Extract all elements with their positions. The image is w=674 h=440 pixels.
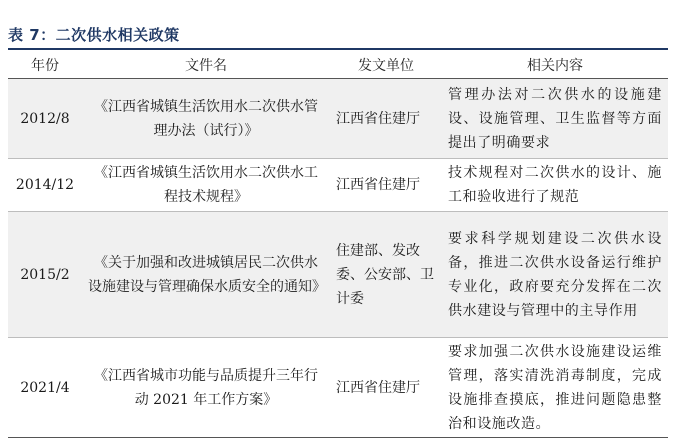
header-issuer: 发文单位 xyxy=(330,52,442,79)
table-title: 表 7：二次供水相关政策 xyxy=(8,26,180,44)
cell-year: 2015/2 xyxy=(8,212,82,338)
cell-issuer: 江西省住建厅 xyxy=(330,338,442,438)
policy-table xyxy=(8,52,668,438)
cell-document: 《江西省城市功能与品质提升三年行动 2021 年工作方案》 xyxy=(82,338,330,438)
table-row xyxy=(8,212,668,338)
cell-issuer: 江西省住建厅 xyxy=(330,159,442,212)
cell-content: 要求加强二次供水设施建设运维管理，落实清洗消毒制度，完成设施排查摸底，推进问题隐患整治和设施改造。 xyxy=(442,338,668,438)
cell-year: 2021/4 xyxy=(8,338,82,438)
cell-year: 2014/12 xyxy=(8,159,82,212)
table-row xyxy=(8,338,668,438)
header-document: 文件名 xyxy=(82,52,330,79)
table-row xyxy=(8,79,668,159)
cell-document: 《关于加强和改进城镇居民二次供水设施建设与管理确保水质安全的通知》 xyxy=(82,212,330,338)
title-rule xyxy=(8,48,668,50)
cell-year: 2012/8 xyxy=(8,79,82,159)
header-year: 年份 xyxy=(8,52,82,79)
table-header-row xyxy=(8,52,668,79)
cell-issuer: 江西省住建厅 xyxy=(330,79,442,159)
cell-issuer: 住建部、发改委、公安部、卫计委 xyxy=(330,212,442,338)
cell-document: 《江西省城镇生活饮用水二次供水管理办法（试行）》 xyxy=(82,79,330,159)
cell-content: 要求科学规划建设二次供水设备，推进二次供水设备运行维护专业化，政府要充分发挥在二次供水建设与管理中的主导作用 xyxy=(442,212,668,338)
cell-content: 技术规程对二次供水的设计、施工和验收进行了规范 xyxy=(442,159,668,212)
cell-document: 《江西省城镇生活饮用水二次供水工程技术规程》 xyxy=(82,159,330,212)
header-content: 相关内容 xyxy=(442,52,668,79)
cell-content: 管理办法对二次供水的设施建设、设施管理、卫生监督等方面提出了明确要求 xyxy=(442,79,668,159)
table-row xyxy=(8,159,668,212)
